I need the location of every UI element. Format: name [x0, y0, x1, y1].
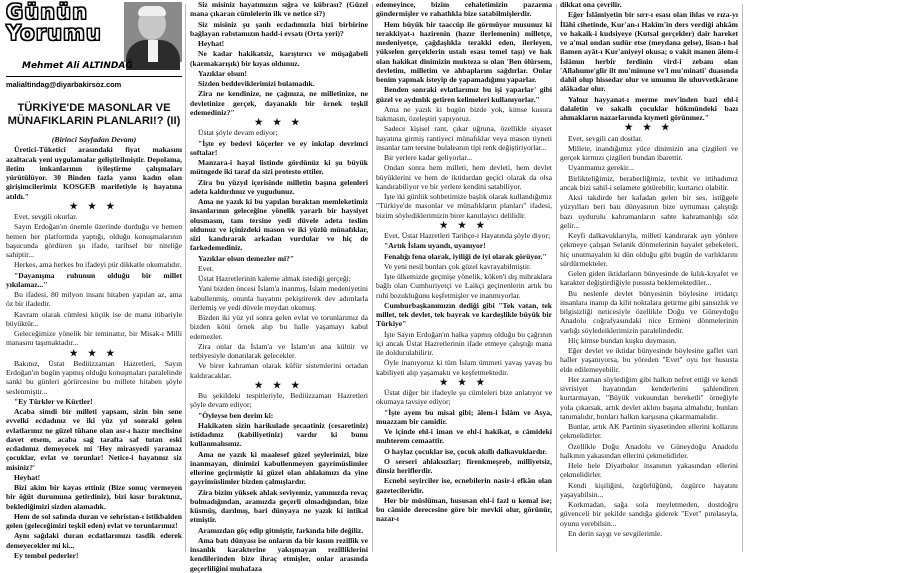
paragraph: Bir yerlere kadar geliyorlar... — [384, 153, 473, 162]
paragraph: Ve içinde ehl-i iman ve ehl-i hakikat, o câmideki muhterem cemaattir. — [376, 427, 552, 446]
paragraph: dikkat ona çevrilir. — [560, 0, 622, 9]
paragraph: Ne kadar hakikatsiz, karıştırıcı ve müşağabeli (karmakarışık) bir kıyas oldunuz. — [190, 49, 368, 68]
section-separator: ★ ★ ★ — [69, 347, 119, 358]
paragraph: Kavram olarak cümlesi küçük ise de mana itibariyle büyüktür... — [6, 309, 182, 328]
author-email[interactable]: malialtindag@diyarbakirsoz.com — [6, 80, 122, 89]
paragraph: Birlikteliğimiz, beraberliğimiz, tevhit ve ittihadımız ancak bizi sahil-i selamete götürebilir, kurtarıcı olabilir. — [560, 173, 738, 192]
column-divider — [742, 4, 743, 552]
paragraph: Eğer devlet ve iktidar bünyesinde böylesine gaflet vari haller yaşanıyorsa, bu yöreden "Evet" oyu her hususta elde edilemeyebilir. — [560, 346, 738, 374]
paragraph: Heyhat! — [14, 472, 41, 482]
author-name: Mehmet Ali ALTINDAĞ — [22, 61, 133, 71]
paragraph: Eğer İslâmiyetin bir sırr-ı esası olan ihlas ve rıza-yı İlâhî cihetinde, Kur'an-ı Hakîm'in ders verdiği ahkâm ve hakaik-i kudsiyeye (Kutsal gerçekler) dair hareket ve a'mal ondan sudür etse (meydana gelse), lisan-ı hal ilamen ayât-ı Kur'aniyeyi okusa; o vakit manen âlem-i İslâmın herbir ferdinin vird-i zebanı olan 'Allahume'glir ilt mu'minune ve'l mu'minati' duasında dahil olup hissedar olur ve umumu ile uhuvvetkârane alâkadar olur. — [560, 10, 738, 94]
paragraph: Aksi takdirde her kafadan gelen bir ses, istiğgele yüzyılları beri batı dünyasının bize uyttuması çalıştığı bazı uydurulu kahramanların sahte kahramanlığı söz gelir... — [560, 193, 738, 230]
paragraph: Ama ne yazık ki bugün bizde yok, kimse kusura bakmasın, özeleştiri yapıyoruz. — [376, 104, 552, 123]
paragraph: İşte iki günlük sohbetimize başlık olarak kullandığımız "Türkiye'de masonlar ve münafıkların planları" ifadesi, bizim söylediklerimizin birer kanıtlayıcı delilidir. — [376, 192, 552, 220]
paragraph: Ama ne yazık ki bu yapılan bıraktan memleketimiz insanlarının geleceğine yönelik yararlı bir haysiyet olusmasın, tam tersine yedi düvele adeta teslim oldunuz ve içinizdeki mason ve iki yüzlü münafıklar, sizi kandırarak arkadan vurdular ve hiç de farkedemediniz. — [190, 197, 368, 253]
paragraph: İşte Sayın Erdoğan'ın halka yapmış olduğu bu çağrının içi ancak Üstat Hazretlerinin ifade etmeye çalıştığı mana ile doldurulabilirir. — [376, 329, 552, 357]
paragraph: Gelen giden iktidarların bünyesinde de kılık-kıyafet ve karakter değiştirdiğiyle pususta beklemektediler... — [560, 269, 738, 288]
column-4 — [560, 0, 738, 556]
paragraph: Evet, sevgili okurlar. — [14, 212, 78, 221]
column-3-body — [376, 0, 552, 524]
column-4-body — [560, 0, 738, 538]
paragraph: Üstat Hazretlerinin kaleme almak istediği gerçeği; — [198, 274, 351, 283]
paragraph: Ve birer kahraman olarak küfür sistemlerini ortadan kaldıracaklar. — [190, 361, 368, 380]
paragraph: O serseri ahlaksızlar; firenkmeşreb, milliyetsiz, dinsiz heriflerdir. — [376, 456, 552, 475]
paragraph: Siz misiniz hayatımızın sığra ve kübrası? (Güzel mana çıkaran cümlelerin ilk ve netice si?) — [190, 0, 368, 19]
paragraph: Aramızdan göç edip gitmiştir, farkında bile değiliz. — [198, 525, 364, 535]
article-headline: TÜRKİYE'DE MASONLAR VE MÜNAFIKLARIN PLANLARI!? (II) — [7, 102, 181, 127]
paragraph: Bu şekildeki tespitleriyle, Bediüzzaman Hazretleri şöyle devam ediyor; — [190, 391, 368, 410]
paragraph: Özellikle Doğu Anadolu ve Güneydoğu Anadolu halkının yakasından ellerini çekmelidirler. — [560, 441, 738, 460]
paragraph: Evet, sevgili can dostlar. — [568, 133, 643, 143]
paragraph: Sayın Erdoğan'ın önemle üzerinde durduğu ve hemen hemen her platformda yaptığı, olduğu konuşmalarının başucunda gördüren şu ifade, tarihsel bir niteliğe sahiptir... — [6, 222, 182, 259]
paragraph: Zira bizim yüksek ahlak seviyemiz, yanımızda revaç bulmadığından, aramızda geçerli olmadığından, bize küsmüş, darılmış, bari dünyaya ne yazık ki intikal etmiştir. — [190, 487, 368, 525]
paragraph: Fenalığı fena olarak, iyiliği de iyi olarak görüyor." — [384, 251, 547, 261]
paragraph: Bizi akim bir kayas ettiniz (Bize sonuç vermeyen bir öğüt durumuna getirdiniz), bizi kısır bıraktınız, beklediğimizi sizden alamadık. — [6, 483, 182, 511]
column-1 — [6, 0, 182, 560]
paragraph: Acaba simdi bir milleti yapsam, sizin bin sene evvelki ecdadınız ve iki yüz yıl sonraki gelen evlatlarınız ne güzel tühane olan asr-ı hazır meclisine davet etsem, acaba sağ tarafta saf tutan eski ecdadımız demeyecek mi 'Hey mirasyedi yaramaz çocuklar, evlat ve torunlar! Netice-i hayatınız siz misiniz?' — [6, 407, 182, 472]
section-separator: ★ ★ ★ — [254, 379, 304, 390]
paragraph: Ondan sonra hem milleti, hem devleti, hem devlet büyüklerini ve hem de iktidardan geçici olarak da olsa kandırabiliyor ve bir yerlere kendini satabiliyor. — [376, 163, 552, 191]
paragraph: Manzara-i hayal listinde gördünüz ki şu büyük mütngede iki taraf da sizi protesto ettiler. — [190, 158, 368, 177]
paragraph: Sadece kişisel rant, çıkar uğruna, özellikle siyaset hayatına girmiş rantiyeci münafıklar veya mason tiyneti insanlar tam tersine bulaleanın tipi renk değiştiriyorlar... — [376, 124, 552, 152]
paragraph: Hem büyük bir taaccüp ile görmüyor musunuz ki terakkiyat-ı hazirenin (hazır ilerlemenin) milletçe, medeniyetçe, çağdaşlıkla terakki eden, ilerleyen, yükselen gerçeklerin ustalı esası temel taşı) ve hak olan hakikat dinimizin mukteza sı olan 'Ben ölürsem, devletim, milletim ve ahbaplarım sağdırlar. Onlar benim yapmak isteyip de yapamadığımı yaparlar. — [376, 19, 552, 84]
paragraph: "Ey Türkler ve Kürtler! — [14, 396, 93, 406]
paragraph: Yazıklar olsun! — [198, 68, 248, 78]
divider — [6, 76, 182, 77]
masthead-title-line2: Yorumu — [6, 21, 102, 45]
paragraph: edemeyince, bizim cehaletimizin pazarına göndermişler ve rahatlıkla bize satabilmişlerdir. — [376, 0, 552, 19]
paragraph: Hakikaten sizin harikulade şecaatiniz (cesaretiniz) istidadınız (kabiliyetiniz) vardır ki bunu kullanmalısınız. — [190, 420, 368, 449]
column-2 — [190, 0, 368, 573]
column-divider — [372, 4, 373, 552]
paragraph: Üstat şöyle devam ediyor; — [198, 128, 278, 138]
column-3 — [376, 0, 552, 556]
column-divider — [185, 4, 186, 552]
column-1-body — [6, 145, 182, 560]
paragraph: "İşte ey bedevi köçerler ve ey inkılap devrimci softalar! — [190, 138, 368, 157]
paragraph: Korkmadan, sağa sola meyletmeden, dostdoğru güvenceli bir şekilde sandığa giderek "Evet" pınılasıyla, oyunu verebilsin... — [560, 500, 738, 528]
paragraph: Bunlar, artık AK Partinin siyasetinden ellerini kollarını çekmelidirler. — [560, 422, 738, 441]
paragraph: Öyle inanıyoruz ki tüm İslam ümmeti yavaş yavaş bu kabiliyeti alıp yaşamaktı ve keşfetmektedir. — [376, 358, 552, 377]
section-separator: ★ ★ ★ — [439, 376, 489, 387]
paragraph: Evet. — [198, 263, 214, 273]
paragraph: Bizden iki yüz yıl sonra gelen evlat ve torunlarımız da bizden kötü örnek alıp bu halle yaşamayı kabul edemezler. — [190, 313, 368, 341]
paragraph: Hele hele Diyarbakır insanının yakasından ellerini çekmelidirler. — [560, 461, 738, 480]
paragraph: Zira onlar da İslam'a ve İslam'ın ana kültür ve terbiyesiyle donatılarak gelecekler. — [190, 341, 368, 360]
paragraph: Ey tembel pederler! — [14, 550, 79, 560]
paragraph: Kendi kişiliğini, özgürlüğünü, özgürce hayatını yaşayabilsin... — [560, 480, 738, 499]
article-deck: (Birinci Sayfadan Devam) — [51, 135, 137, 144]
paragraph: Benden sonraki evlatlarımız bu işi yaparlar' gibi güzel ve aydınlık getiren kelimeleri kullanıyorlar." — [376, 85, 552, 104]
section-separator: ★ ★ ★ — [439, 219, 489, 230]
paragraph: Cumhurbaşkanımızın dediği gibi "Tek vatan, tek millet, tek devlet, tek bayrak ve kardeşlikle büyük bir Türkiye" — [376, 300, 552, 329]
paragraph: Yani bizden öncesi İslam'a inanmış, İslam medeniyetini kabullenmiş, onunla hayatını pekiştirerek dev adımlarla ilerlemiş ve yedi düvele meydan okumuş. — [190, 284, 368, 312]
paragraph: Evet, Üstat Hazretleri Tarihçe-i Hayatında şöyle diyor; — [384, 231, 551, 240]
paragraph: Bakınız, Üstat Bediüzzaman Hazretleri, Sayın Erdoğan'ın bugün yapmış olduğu konuşmaları paralelinde sanki bu günleri görürcesine bu millete hitaben şöyle seslenmiştir... — [6, 358, 182, 396]
paragraph: "İşte ayem bu misal gibi; âlem-i İslâm ve Asya, muazzam bir camidir. — [376, 407, 552, 426]
paragraph: Herkes, ama herkes bu ifadeyi pür dikkatle okumalıdır. — [14, 260, 182, 270]
paragraph: Hiç kimse bundan kuşku duymasın. — [568, 335, 677, 345]
column-divider — [556, 4, 557, 552]
masthead-title-line1: Günün — [6, 0, 89, 24]
paragraph: Ama ne yazık ki maalesef güzel şeylerimizi, bize inanmayan, dinimizi kabullenmeyen gayrimüslimler ellerine geçirmiştir ki güzel olan ahlakımızı da yine gayrimüslimler bizden çalmışlardır. — [190, 449, 368, 487]
column-2-body — [190, 0, 368, 573]
paragraph: "Artık İslam uyandı, uyanıyor! — [384, 241, 486, 251]
paragraph: Ve yeni nesil bunları çok güzel kavrayabilmiştir. — [384, 261, 531, 271]
paragraph: Üstat diğer bir ifadeyle şu cümleleri bize anlatıyor ve okumaya tavsiye ediyor; — [376, 388, 552, 407]
section-separator: ★ ★ ★ — [254, 117, 304, 127]
paragraph: Her bir müslüman, hususan ehl-i fazl u kemal ise; bu câmide derecesine göre bir mevkii olur, görünür, nazar-ı — [376, 495, 552, 524]
paragraph: Üretici-Tüketici arasındaki fiyat makasını azaltacak yeni uygulamalar geliştirilmiştir. Depolama, iletim imkanlarının iyileştirme çalışmaları yürütülüyor. 30 Binden fazla yansı kadın olan girişimcilerimiz KOSGEB marifetiyle iş hayatına atıldı." — [6, 145, 182, 201]
paragraph: Heyhat! — [198, 39, 225, 48]
paragraph: Ama batı dünyası ise onların da bir kısım rezillik ve insanlık karakterine yakışmayan rezilliklerini kendilerinden bize ihraç etmişler, onlar arasında geçerliliğini muhafaza — [190, 535, 368, 573]
section-separator: ★ ★ ★ — [624, 122, 674, 133]
paragraph: Bu neslenle devlet bünyesinin böylesine irtidatçı insanlara inanıp da kilit noktalara getirme gibi şansızlık ve bilgisizliği neticesiyle özellikle Doğu ve Güneydoğu Anadolu coğrafyasındaki nice Ermeni dönmelerinin varlığı söyledeiklerimizin paralelindedir. — [560, 288, 738, 335]
paragraph: Her zaman söylediğim gibi halkın nefret ettiği ve kendi sivrisiyet hayatından kenderlerini şahlendiren kurtarmayan, "Büyük vukuundan bereketli" örneğiyle yola çıkarsak, artık devlet aklını başına almalıdır, bunları tanımalıdır, bunları halkın karşısına çıkarmamalıdır. — [560, 374, 738, 421]
section-separator: ★ ★ ★ — [69, 200, 119, 211]
paragraph: İşte ülkemizde geçmişe yönelik, köken'i dış mihraklara bağlı olan Cumhuriyetçi ve Laikçi geçinenlerin artık bu ruhi bozukluğunu keşfetmişler ve inanmıyorlar. — [376, 272, 552, 300]
paragraph: Uyanmamız gerekir... — [568, 163, 634, 173]
paragraph: Hem de sol safında duran ve sehristan-ı istikbalden gelen (geleceğimizi teşkil eden) evlat ve torunlarımız! — [6, 511, 182, 530]
paragraph: Siz misiniz şu şanlı ecdadımızla bizi birbirine bağlayan rabıtamızın hadd-i evsatı (Orta yeri)? — [190, 19, 368, 38]
paragraph: "Öyleyse ben derim ki: — [198, 410, 274, 420]
paragraph: Yazıklar olsun demezler mi?" — [198, 253, 295, 263]
paragraph: O haylaz çocuklar ise, çocuk akıllı dalkavuklardır. — [384, 446, 547, 456]
masthead-title — [6, 2, 106, 44]
masthead — [6, 0, 182, 100]
paragraph: En derin saygı ve sevgilerimle. — [568, 528, 663, 538]
paragraph: Bu ifadesi, 80 milyon insanı hitaben yapılan az, ama öz bir ifadedir. — [6, 290, 182, 309]
paragraph: "Dayanışma ruhunun olduğu bir millet yıkılamaz..." — [6, 270, 182, 289]
paragraph: Sizden beddeviklerimizi bulamadık. — [198, 79, 315, 88]
paragraph: Geleceğimize yönelik bir teminattır, bir Misak-ı Milli manasını taşımaktadır... — [6, 329, 182, 348]
paragraph: Yalnız hayyanat-ı merme mev'inden bazi ehl-i dalaletin ve sakallı çocuklar hükmündeki bazı ahmakların nazarlarında kıymeti görünmez." — [560, 94, 738, 122]
paragraph: Millete, inandığımız yüce dinimizin ana çizgileri ve gerçek kırmızı çizgileri bundan ibarettir. — [560, 143, 738, 162]
author-photo — [124, 2, 182, 62]
paragraph: Ecnebi seyirciler ise, ecnebilerin nasir-i efkân olan gazetecileridir. — [376, 476, 552, 495]
paragraph: Zira ne kendinize, ne çağınıza, ne milletinize, ne devletinize gerçek, dayanaklı bir örnek teşkil edemediniz?" — [190, 89, 368, 117]
paragraph: Aynı sağdaki duran ecdatlarımızı tasdik ederek demeyecekler mi ki... — [6, 531, 182, 550]
paragraph: Keyfi dalkavuklarıyla, milleti kandırarak ayn yönlere çekmeye çalışan Selanik dönmelerinin hayalet şebekeleri, hiç unutmayalım ki dün olduğu gibi bugün de varlıklarını sürdürmekteler. — [560, 231, 738, 268]
paragraph: Zira bu yüzyıl içerisinde milletin başına gelenleri adeta kaldırdınız ve yugudunuz. — [190, 177, 368, 196]
